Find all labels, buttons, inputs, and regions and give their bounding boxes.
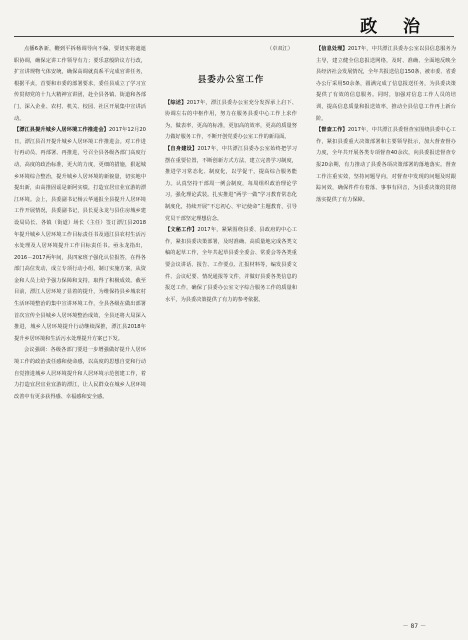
col1-paragraph-2 bbox=[14, 125, 146, 345]
col1-paragraph-2-heading: 【漂江县提升城乡人居环境工作推进会】 bbox=[14, 127, 109, 134]
header-rule bbox=[14, 36, 454, 37]
col2-paragraph-1-heading: 【综述】 bbox=[165, 99, 187, 106]
col3-paragraph-2-heading: 【督查工作】 bbox=[316, 127, 348, 134]
page-number: － 87 － bbox=[402, 623, 426, 630]
col1-paragraph-2-body: 2017年12月20日，漂江县召开提升城乡人居环境工作推进会。对工作进行再动员、再部署、再推进，号召全县各级各部门高度行动，高度的政治标准，更大的力度，更细的措施，狠起城乡环境综合整治，提升城乡人居环境的新貌量，切实地中提出新，由高推固谣是新阿实绩，打造宜居宜业宜游的漂江环境。会上，县委副书记杨云华通报全县提升人居环境工作开展情况，县委副书记，县长夏永龙与县住房城乡建设局局长、各镇（街道）场长（主任）签订漂江县2018年提升城乡人居环境工作目标责任书及通江县农村生活污水处理及人居环境提升工作目标责任书。亟永龙指出，2016－2017两年间，县四家班子强化认位报答，在得各部门高位发动，成立专项行动小组，制订实施方案，从资金和人员上给予强力保障和支持，取得了积极成效。截至目前，漂江人居环境了显着的提升，为维保持县乡城农村生活环境整治的集中宣讲环境工作，全县各级在做出部署首次宣传全县城乡人居环境整治成效，全县还将大局深入推进，城乡人居环境提升行动继续深推，漂江县2018年提升乡居环境和生活污水处理提升方案已下发。 bbox=[14, 127, 146, 342]
page-header bbox=[0, 0, 468, 40]
column-2 bbox=[165, 44, 297, 619]
col1-paragraph-3: 会议强调：各级各部门要进一步增强做好提升人居环境工作的政治责任感和使命感，以高度的思想自觉和行动自觉推进城乡人居环境提升和人居环境示范创建工作，着力打造宜居宜业宜游的漂江，让人民群众在城乡人居环境改善中有更多获得感、幸福感和安全感。 bbox=[14, 347, 146, 400]
col1-author-credit: （卓双江） bbox=[267, 46, 293, 52]
col2-paragraph-2-body: 2017年，中共漂江县委办公室始终把学习摆在重要位置，不断创新方式方法，建立完善学习制度，推进学习常态化、制度化，以学促干，提高综合服务能力。认真坚持干部周一例会制度，每周组织政治理论学习，强化理论武装。扎实推进“两学一做”学习教育常态化制度化，持续开展“不忘初心、牢记使命”主题教育，引导党员干部坚定理想信念。 bbox=[165, 145, 297, 222]
col2-paragraph-1-body: 2017年，漂江县委办公室充分发挥承上启下、协调左右的中枢作用，努力在服务县委中心工作上求作为，做表率，更高的标准，更加高的效率，更高的质量努力做好服务工作，不断开创党委办公室工作的新局面。 bbox=[165, 99, 297, 141]
col2-paragraph-3 bbox=[165, 225, 297, 306]
column-1 bbox=[14, 44, 146, 619]
col3-paragraph-2 bbox=[316, 125, 456, 206]
section-header-title: 政 治 bbox=[360, 17, 430, 37]
column-3 bbox=[316, 44, 456, 619]
col3-paragraph-1-heading: 【信息处理】 bbox=[316, 46, 348, 52]
col3-paragraph-2-body: 2017年，中共漂江县委督查室围绕县委中心工作，紧扣县委重大决策部署和主要领导批示，加大督查督办力度，全年共开展各类专项督查40余次，向县委报送督查专报20余期，有力推动了县委各项决策部署的落地落实。督查工作注重实效，坚持问题导向，对督查中发现的问题及时跟踪问效，确保件件有着落、事事有回音，为县委决策的贯彻落实提供了有力保障。 bbox=[316, 127, 456, 203]
col2-paragraph-3-heading: 【文秘工作】 bbox=[165, 227, 198, 234]
col2-paragraph-2 bbox=[165, 144, 297, 225]
col2-paragraph-1 bbox=[165, 98, 297, 144]
col2-paragraph-2-heading: 【自身建设】 bbox=[165, 145, 198, 152]
col3-paragraph-1-body: 2017年，中共漂江县委办公室以县信息服务为主导，建立健全信息报送网络，及时、准确、全面地反映全县经济社会发展情况，全年共报送信息150条，被市委、省委办公厅采用50余条，圆满完成了信息报送任务，为县委决策提供了有效的信息服务。同时，加强对信息工作人员的培训，提高信息质量和报送效率，推动全县信息工作再上新台阶。 bbox=[316, 46, 456, 122]
col3-paragraph-1 bbox=[316, 44, 456, 125]
col2-paragraph-3-body: 2017年，紧紧围绕县委、县政府的中心工作，紧扣县委决策部署，及时准确、高质量地完成各类文稿的起草工作，全年共起草县委全委会、常委会等各类重要会议讲话、报告、工作要点、汇报材料等，编发县委文件、会议纪要、情况通报等文件，并做好县委各类信息的报送工作，确保了县委办公室文字综合服务工作的质量和水平，为县委决策提供了有力的参考依据。 bbox=[165, 227, 297, 303]
section-title-county-office: 县委办公室工作 bbox=[197, 74, 265, 85]
col1-paragraph-1: 点播6条新，鞭到平拆杨调导向不偏，要切实将遮遮职协调，确保定讲工作领导有力；要乐意般阶议方行改，扩宣讲规物弋体安统，确保高调就真系平完成官讲任务，根据平贞，首要和市委的部署要求，委任县成立了学习宣传贯彻党的十九大精神宣讲团，赴全县各镇、街道和各部门，深入企业、农村、机关、校园、社区开展集中宣讲活动。 bbox=[14, 46, 146, 122]
